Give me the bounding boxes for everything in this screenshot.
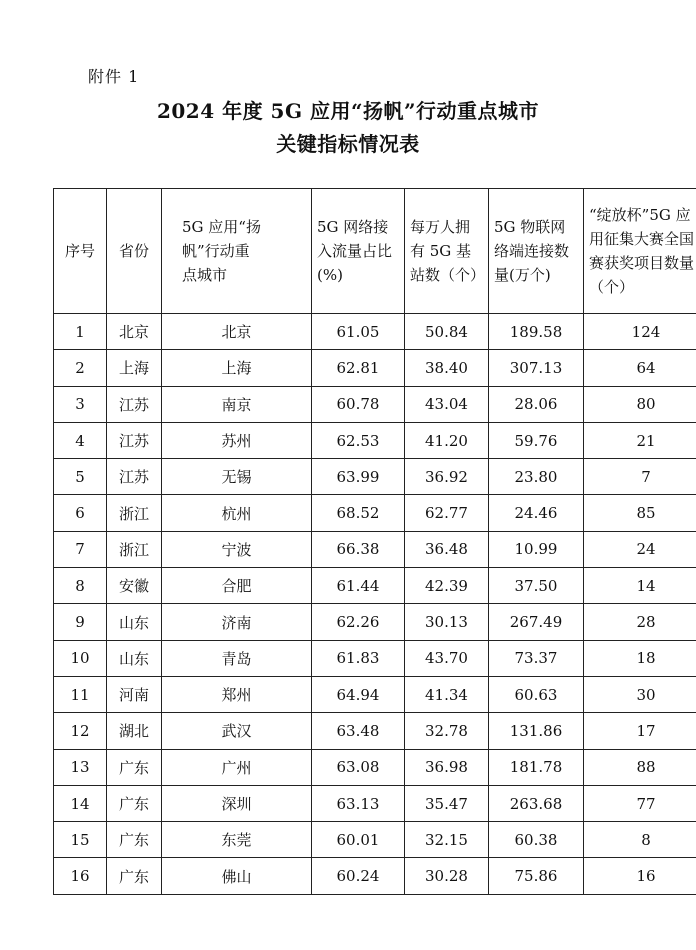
cell-seq: 15 bbox=[54, 822, 107, 858]
cell-city: 深圳 bbox=[162, 785, 312, 821]
table-row bbox=[54, 858, 696, 894]
cell-traffic-ratio: 61.05 bbox=[312, 314, 405, 350]
table-row bbox=[54, 604, 696, 640]
cell-city: 宁波 bbox=[162, 531, 312, 567]
cell-stations: 50.84 bbox=[405, 314, 489, 350]
cell-iot: 131.86 bbox=[489, 713, 584, 749]
cell-awards: 80 bbox=[584, 386, 696, 422]
cell-city: 广州 bbox=[162, 749, 312, 785]
header-traffic-ratio: 5G 网络接入流量占比(%) bbox=[312, 189, 405, 314]
cell-iot: 24.46 bbox=[489, 495, 584, 531]
cell-province: 浙江 bbox=[107, 531, 162, 567]
cell-seq: 14 bbox=[54, 785, 107, 821]
cell-traffic-ratio: 62.53 bbox=[312, 422, 405, 458]
cell-iot: 307.13 bbox=[489, 350, 584, 386]
cell-stations: 30.13 bbox=[405, 604, 489, 640]
cell-city: 杭州 bbox=[162, 495, 312, 531]
cell-seq: 8 bbox=[54, 568, 107, 604]
cell-traffic-ratio: 61.83 bbox=[312, 640, 405, 676]
cell-province: 江苏 bbox=[107, 459, 162, 495]
cell-province: 广东 bbox=[107, 749, 162, 785]
table-row bbox=[54, 386, 696, 422]
table-row bbox=[54, 568, 696, 604]
document-subtitle: 关键指标情况表 bbox=[276, 132, 420, 156]
cell-province: 河南 bbox=[107, 676, 162, 712]
table-row bbox=[54, 459, 696, 495]
cell-seq: 16 bbox=[54, 858, 107, 894]
cell-stations: 36.92 bbox=[405, 459, 489, 495]
cell-traffic-ratio: 63.99 bbox=[312, 459, 405, 495]
cell-traffic-ratio: 60.78 bbox=[312, 386, 405, 422]
cell-city: 无锡 bbox=[162, 459, 312, 495]
cell-iot: 189.58 bbox=[489, 314, 584, 350]
cell-stations: 41.34 bbox=[405, 676, 489, 712]
table-row bbox=[54, 531, 696, 567]
cell-awards: 21 bbox=[584, 422, 696, 458]
cell-seq: 12 bbox=[54, 713, 107, 749]
cell-iot: 60.38 bbox=[489, 822, 584, 858]
cell-province: 北京 bbox=[107, 314, 162, 350]
table-row bbox=[54, 676, 696, 712]
cell-traffic-ratio: 63.08 bbox=[312, 749, 405, 785]
cell-stations: 32.78 bbox=[405, 713, 489, 749]
cell-province: 江苏 bbox=[107, 422, 162, 458]
header-iot: 5G 物联网络端连接数量(万个) bbox=[489, 189, 584, 314]
cell-province: 山东 bbox=[107, 640, 162, 676]
cell-stations: 43.04 bbox=[405, 386, 489, 422]
cell-iot: 10.99 bbox=[489, 531, 584, 567]
table-row bbox=[54, 640, 696, 676]
cell-city: 佛山 bbox=[162, 858, 312, 894]
cell-seq: 4 bbox=[54, 422, 107, 458]
cell-stations: 30.28 bbox=[405, 858, 489, 894]
document-title: 2024 年度 5G 应用“扬帆”行动重点城市 bbox=[156, 99, 540, 123]
cell-province: 山东 bbox=[107, 604, 162, 640]
cell-province: 湖北 bbox=[107, 713, 162, 749]
cell-city: 济南 bbox=[162, 604, 312, 640]
cell-seq: 13 bbox=[54, 749, 107, 785]
cell-stations: 35.47 bbox=[405, 785, 489, 821]
cell-awards: 88 bbox=[584, 749, 696, 785]
cell-city: 北京 bbox=[162, 314, 312, 350]
cell-seq: 6 bbox=[54, 495, 107, 531]
cell-province: 浙江 bbox=[107, 495, 162, 531]
table-header-row bbox=[54, 189, 696, 314]
table-row bbox=[54, 785, 696, 821]
header-seq: 序号 bbox=[54, 189, 107, 314]
cell-traffic-ratio: 63.13 bbox=[312, 785, 405, 821]
cell-stations: 36.48 bbox=[405, 531, 489, 567]
cell-traffic-ratio: 68.52 bbox=[312, 495, 405, 531]
cell-awards: 14 bbox=[584, 568, 696, 604]
cell-traffic-ratio: 63.48 bbox=[312, 713, 405, 749]
cell-traffic-ratio: 61.44 bbox=[312, 568, 405, 604]
table-row bbox=[54, 350, 696, 386]
header-stations: 每万人拥有 5G 基站数（个） bbox=[405, 189, 489, 314]
cell-stations: 43.70 bbox=[405, 640, 489, 676]
cell-seq: 2 bbox=[54, 350, 107, 386]
cell-awards: 28 bbox=[584, 604, 696, 640]
cell-awards: 85 bbox=[584, 495, 696, 531]
cell-iot: 263.68 bbox=[489, 785, 584, 821]
attachment-label: 附件 1 bbox=[88, 67, 140, 86]
cell-stations: 42.39 bbox=[405, 568, 489, 604]
cell-province: 上海 bbox=[107, 350, 162, 386]
cell-province: 广东 bbox=[107, 858, 162, 894]
cell-iot: 37.50 bbox=[489, 568, 584, 604]
cell-province: 广东 bbox=[107, 785, 162, 821]
cell-awards: 124 bbox=[584, 314, 696, 350]
table-row bbox=[54, 422, 696, 458]
cell-stations: 38.40 bbox=[405, 350, 489, 386]
cell-awards: 24 bbox=[584, 531, 696, 567]
table-row bbox=[54, 749, 696, 785]
cell-traffic-ratio: 64.94 bbox=[312, 676, 405, 712]
cell-iot: 73.37 bbox=[489, 640, 584, 676]
cell-seq: 3 bbox=[54, 386, 107, 422]
cell-province: 江苏 bbox=[107, 386, 162, 422]
cell-awards: 16 bbox=[584, 858, 696, 894]
cell-stations: 62.77 bbox=[405, 495, 489, 531]
cell-traffic-ratio: 60.24 bbox=[312, 858, 405, 894]
cell-city: 苏州 bbox=[162, 422, 312, 458]
header-city: 5G 应用“扬帆”行动重点城市 bbox=[162, 189, 312, 314]
cell-stations: 41.20 bbox=[405, 422, 489, 458]
table-row bbox=[54, 822, 696, 858]
table-row bbox=[54, 314, 696, 350]
header-awards: “绽放杯”5G 应用征集大赛全国赛获奖项目数量（个） bbox=[584, 189, 696, 314]
cell-city: 南京 bbox=[162, 386, 312, 422]
cell-traffic-ratio: 62.81 bbox=[312, 350, 405, 386]
cell-seq: 10 bbox=[54, 640, 107, 676]
cell-awards: 8 bbox=[584, 822, 696, 858]
cell-awards: 18 bbox=[584, 640, 696, 676]
cell-awards: 77 bbox=[584, 785, 696, 821]
cell-seq: 9 bbox=[54, 604, 107, 640]
cell-awards: 17 bbox=[584, 713, 696, 749]
cell-seq: 5 bbox=[54, 459, 107, 495]
cell-city: 上海 bbox=[162, 350, 312, 386]
cell-city: 青岛 bbox=[162, 640, 312, 676]
cell-seq: 11 bbox=[54, 676, 107, 712]
cell-iot: 23.80 bbox=[489, 459, 584, 495]
cell-city: 东莞 bbox=[162, 822, 312, 858]
cell-iot: 75.86 bbox=[489, 858, 584, 894]
cell-iot: 60.63 bbox=[489, 676, 584, 712]
cell-iot: 28.06 bbox=[489, 386, 584, 422]
cell-city: 合肥 bbox=[162, 568, 312, 604]
cell-traffic-ratio: 60.01 bbox=[312, 822, 405, 858]
cell-seq: 7 bbox=[54, 531, 107, 567]
cell-stations: 32.15 bbox=[405, 822, 489, 858]
cell-traffic-ratio: 66.38 bbox=[312, 531, 405, 567]
cell-iot: 59.76 bbox=[489, 422, 584, 458]
cell-seq: 1 bbox=[54, 314, 107, 350]
table-row bbox=[54, 713, 696, 749]
table-row bbox=[54, 495, 696, 531]
cell-province: 安徽 bbox=[107, 568, 162, 604]
cell-awards: 7 bbox=[584, 459, 696, 495]
cell-traffic-ratio: 62.26 bbox=[312, 604, 405, 640]
cell-iot: 181.78 bbox=[489, 749, 584, 785]
cell-awards: 30 bbox=[584, 676, 696, 712]
cell-awards: 64 bbox=[584, 350, 696, 386]
cell-province: 广东 bbox=[107, 822, 162, 858]
cell-iot: 267.49 bbox=[489, 604, 584, 640]
cell-city: 郑州 bbox=[162, 676, 312, 712]
header-province: 省份 bbox=[107, 189, 162, 314]
indicator-table bbox=[53, 188, 696, 895]
cell-city: 武汉 bbox=[162, 713, 312, 749]
cell-stations: 36.98 bbox=[405, 749, 489, 785]
